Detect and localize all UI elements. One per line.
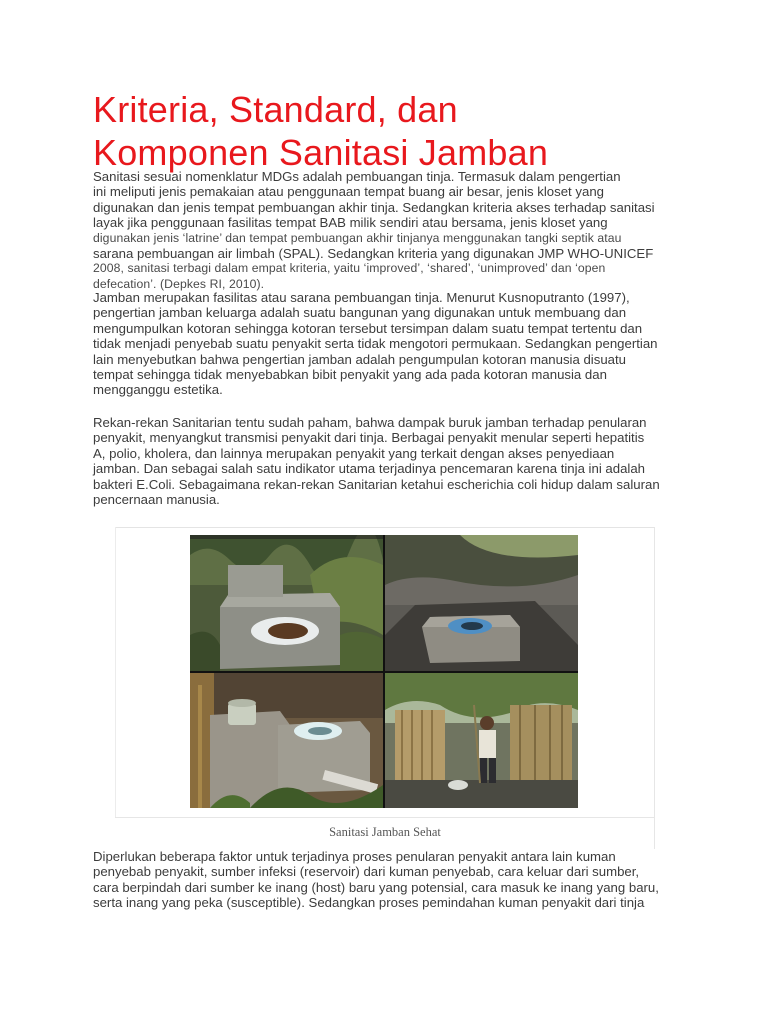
- photo-collage: [190, 535, 578, 808]
- figure-block: [115, 527, 655, 849]
- text-line: Sanitasi sesuai nomenklatur MDGs adalah pembuangan tinja. Termasuk dalam pengertian: [93, 169, 621, 184]
- text-line: digunakan jenis ‘latrine’ dan tempat pembuangan akhir tinjanya menggunakan tangki septik atau: [93, 230, 622, 245]
- text-line: penyebab penyakit, sumber infeksi (reservoir) dari kuman penyebab, cara keluar dari sumber,: [93, 864, 640, 880]
- photo-toilet-bucket: [190, 673, 383, 808]
- text-line: tidak menjadi penyebab suatu penyakit serta tidak mengotori permukaan. Sedangkan pengertian: [93, 336, 658, 352]
- text-line: A, polio, kholera, dan lainnya merupakan penyakit yang terkait dengan akses penyediaan: [93, 445, 615, 461]
- text-line: defecation’. (Depkes RI, 2010).: [93, 276, 265, 291]
- text-line: mengumpulkan kotoran sehingga kotoran tersebut tersimpan dalam suatu tempat tertentu dan: [93, 320, 643, 336]
- paragraph-faktor-penularan: [93, 849, 683, 911]
- article-title: [93, 88, 693, 174]
- text-line: serta inang yang peka (susceptible). Sedangkan proses pemindahan kuman penyakit dari tinja: [93, 895, 645, 911]
- text-line: pencernaan manusia.: [93, 492, 220, 508]
- photo-toilet-blue: [385, 535, 578, 671]
- figure-border-left: [115, 527, 116, 817]
- text-line: bakteri E.Coli. Sebagaimana rekan-rekan Sanitarian ketahui escherichia coli hidup dalam saluran: [93, 476, 660, 492]
- text-line: 2008, sanitasi terbagi dalam empat kriteria, yaitu ‘improved’, ‘shared’, ‘unimproved’ dan ‘open: [93, 261, 606, 276]
- text-line: jamban. Dan sebagai salah satu indikator utama terjadinya pencemaran karena tinja ini adalah: [93, 461, 646, 477]
- text-line: Rekan-rekan Sanitarian tentu sudah paham, bahwa dampak buruk jamban terhadap penularan: [93, 415, 647, 430]
- text-line: lain menyebutkan bahwa pengertian jamban adalah pengumpulan kotoran manusia disuatu: [93, 351, 626, 367]
- title-line: Komponen Sanitasi Jamban: [93, 132, 549, 173]
- text-line: Jamban merupakan fasilitas atau sarana pembuangan tinja. Menurut Kusnoputranto (1997),: [93, 290, 630, 305]
- figure-border-right: [654, 527, 655, 849]
- text-line: layak jika penggunaan fasilitas tempat BAB milik sendiri atau bersama, jenis kloset yang: [93, 215, 608, 231]
- text-line: ini meliputi jenis pemakaian atau penggunaan tempat buang air besar, jenis kloset yang: [93, 184, 604, 200]
- text-line: Diperlukan beberapa faktor untuk terjadinya proses penularan penyakit antara lain kuman: [93, 849, 616, 864]
- text-line: digunakan dan jenis tempat pembuangan akhir tinja. Sedangkan kriteria akses terhadap sanitasi: [93, 199, 655, 215]
- text-line: pengertian jamban keluarga adalah suatu bangunan yang digunakan untuk membuang dan: [93, 305, 627, 321]
- figure-border-top: [115, 527, 655, 528]
- title-line: Kriteria, Standard, dan: [93, 89, 458, 130]
- figure-border-bottom: [115, 817, 655, 818]
- figure-caption: Sanitasi Jamban Sehat: [329, 825, 441, 839]
- photo-man-standing: [385, 673, 578, 808]
- paragraph-definisi-jamban: [93, 290, 683, 398]
- text-line: mengganggu estetika.: [93, 382, 223, 398]
- text-line: penyakit, menyangkut transmisi penyakit dari tinja. Berbagai penyakit menular seperti hepatitis: [93, 430, 645, 446]
- text-line: cara berpindah dari sumber ke inang (host) baru yang potensial, cara masuk ke inang yang baru,: [93, 879, 659, 895]
- text-line: tempat sehingga tidak menyebabkan bibit penyakit yang ada pada kotoran manusia dan: [93, 367, 607, 383]
- text-line: sarana pembuangan air limbah (SPAL). Sedangkan kriteria yang digunakan JMP WHO-UNICEF: [93, 246, 654, 262]
- paragraph-dampak-penyakit: [93, 415, 683, 507]
- photo-toilet-garden: [190, 535, 383, 671]
- paragraph-sanitasi-mdgs: [93, 169, 683, 292]
